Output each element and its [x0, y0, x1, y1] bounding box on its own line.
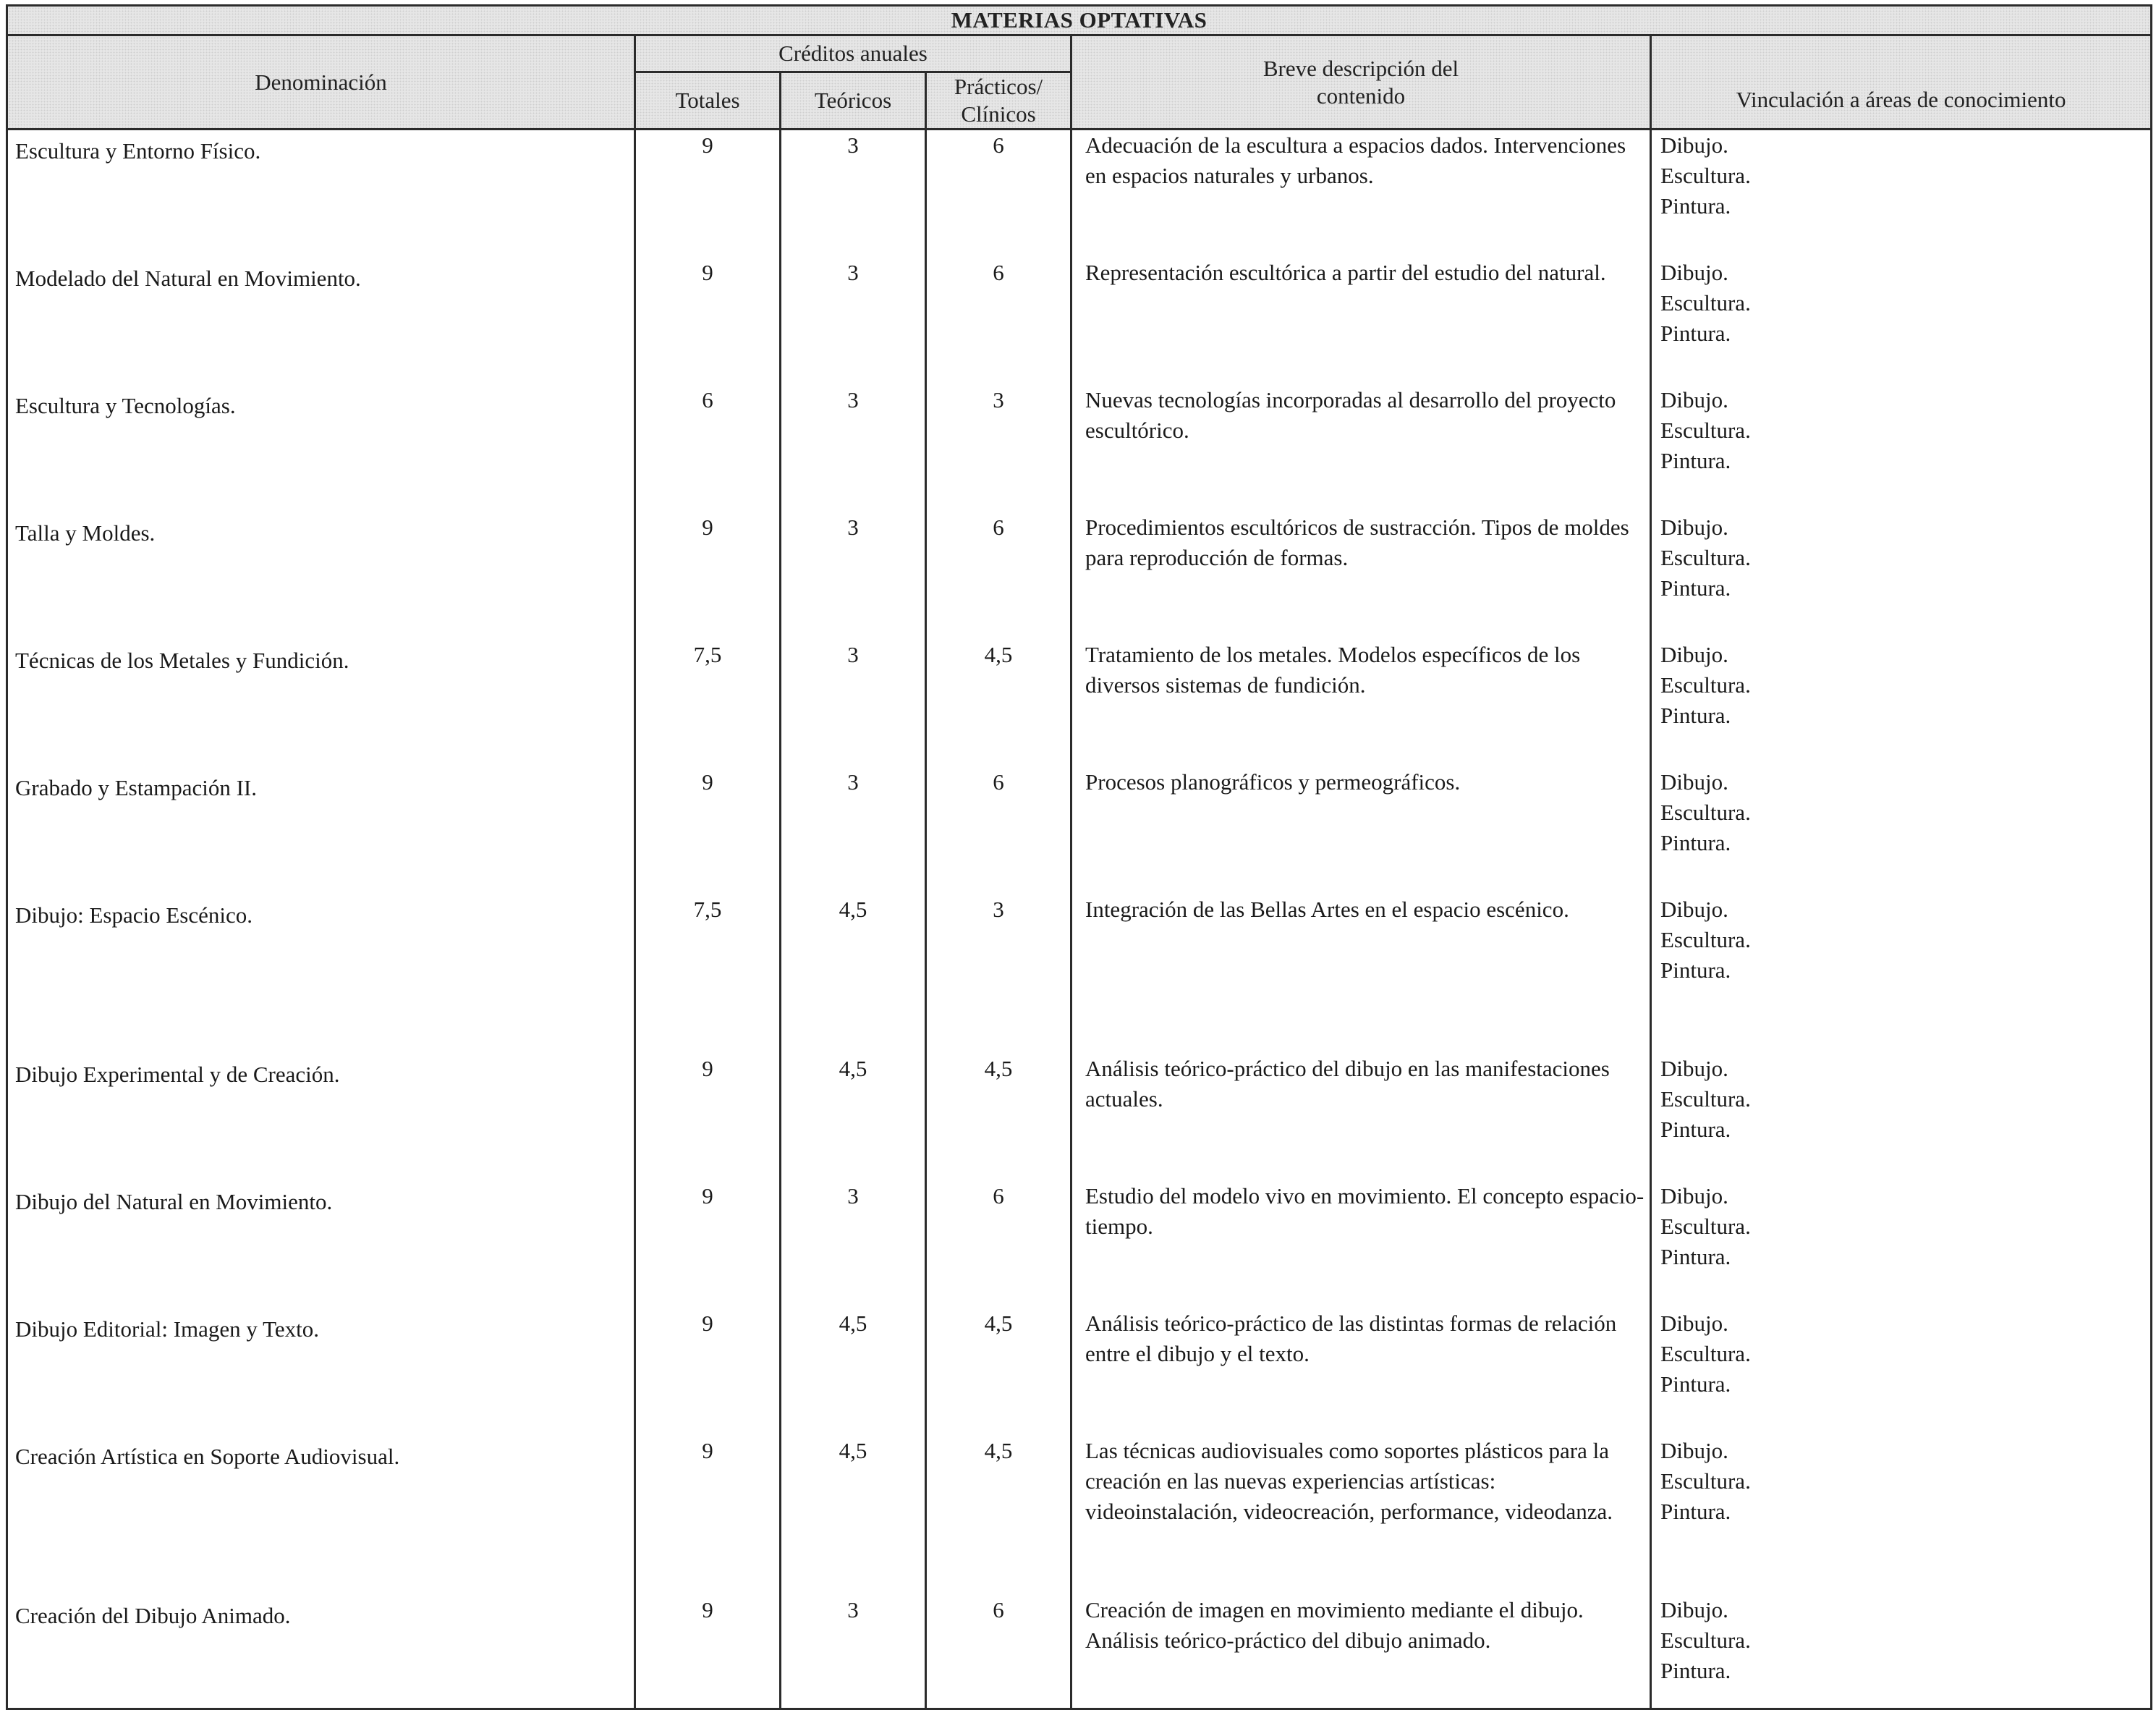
area-item: Escultura.: [1660, 545, 1751, 570]
row-practicos: 4,5: [926, 1054, 1071, 1181]
row-teoricos: 4,5: [781, 894, 926, 1054]
table-row: [7, 512, 2152, 640]
row-areas: [1651, 1054, 2152, 1181]
row-areas: [1651, 130, 2152, 258]
area-item: Escultura.: [1660, 1086, 1751, 1112]
header-teoricos: Teóricos: [781, 72, 926, 130]
area-item: Escultura.: [1660, 1468, 1751, 1494]
row-practicos: 6: [926, 512, 1071, 640]
row-teoricos: 4,5: [781, 1436, 926, 1595]
row-practicos: 4,5: [926, 1308, 1071, 1436]
row-practicos: 3: [926, 894, 1071, 1054]
area-item: Pintura.: [1660, 1244, 1731, 1269]
row-name: Dibujo Editorial: Imagen y Texto.: [7, 1308, 635, 1436]
row-name: Dibujo: Espacio Escénico.: [7, 894, 635, 1054]
area-item: Pintura.: [1660, 1117, 1731, 1142]
area-item: Dibujo.: [1660, 1311, 1728, 1336]
area-item: Dibujo.: [1660, 642, 1728, 667]
area-item: Escultura.: [1660, 1214, 1751, 1239]
row-totales: 9: [635, 512, 781, 640]
area-item: Escultura.: [1660, 290, 1751, 316]
area-item: Pintura.: [1660, 703, 1731, 728]
area-item: Dibujo.: [1660, 769, 1728, 795]
row-descripcion: Procesos planográficos y permeográficos.: [1071, 767, 1651, 894]
row-descripcion: Creación de imagen en movimiento mediante el dibujo. Análisis teórico-práctico del dibujo animado.: [1071, 1595, 1651, 1709]
row-name: Escultura y Tecnologías.: [7, 385, 635, 512]
row-practicos: 3: [926, 385, 1071, 512]
row-name: Creación Artística en Soporte Audiovisual.: [7, 1436, 635, 1595]
row-totales: 7,5: [635, 640, 781, 767]
area-item: Dibujo.: [1660, 387, 1728, 412]
row-teoricos: 3: [781, 1595, 926, 1709]
table-row: [7, 1436, 2152, 1595]
area-item: Escultura.: [1660, 672, 1751, 698]
area-item: Dibujo.: [1660, 1183, 1728, 1209]
header-descripcion-line2: contenido: [1316, 82, 1406, 109]
table-row: [7, 1308, 2152, 1436]
row-areas: [1651, 1181, 2152, 1308]
row-teoricos: 3: [781, 640, 926, 767]
row-practicos: 4,5: [926, 640, 1071, 767]
row-name: Modelado del Natural en Movimiento.: [7, 258, 635, 385]
row-totales: 9: [635, 1308, 781, 1436]
row-areas: [1651, 1436, 2152, 1595]
header-practicos-line2: Clínicos: [961, 101, 1036, 127]
area-item: Dibujo.: [1660, 515, 1728, 540]
area-item: Pintura.: [1660, 830, 1731, 855]
table-title: MATERIAS OPTATIVAS: [7, 6, 2152, 35]
area-item: Pintura.: [1660, 575, 1731, 601]
table-row: [7, 385, 2152, 512]
row-areas: [1651, 894, 2152, 1054]
area-item: Dibujo.: [1660, 1438, 1728, 1463]
area-item: Escultura.: [1660, 927, 1751, 952]
row-areas: [1651, 512, 2152, 640]
row-teoricos: 3: [781, 258, 926, 385]
row-totales: 9: [635, 1436, 781, 1595]
row-totales: 7,5: [635, 894, 781, 1054]
table-row: [7, 1181, 2152, 1308]
row-totales: 9: [635, 258, 781, 385]
area-item: Dibujo.: [1660, 132, 1728, 158]
table-body: [7, 130, 2152, 1709]
table-row: [7, 894, 2152, 1054]
row-descripcion: Nuevas tecnologías incorporadas al desarrollo del proyecto escultórico.: [1071, 385, 1651, 512]
header-creditos-anuales: Créditos anuales: [635, 35, 1071, 72]
area-item: Escultura.: [1660, 800, 1751, 825]
table-row: [7, 258, 2152, 385]
row-name: Escultura y Entorno Físico.: [7, 130, 635, 258]
header-totales: Totales: [635, 72, 781, 130]
row-name: Talla y Moldes.: [7, 512, 635, 640]
row-descripcion: Procedimientos escultóricos de sustracción. Tipos de moldes para reproducción de formas.: [1071, 512, 1651, 640]
header-vinculacion: Vinculación a áreas de conocimiento: [1651, 35, 2152, 130]
header-practicos-line1: Prácticos/: [954, 74, 1043, 99]
area-item: Escultura.: [1660, 418, 1751, 443]
table-row: [7, 1595, 2152, 1709]
row-practicos: 6: [926, 1595, 1071, 1709]
row-descripcion: Análisis teórico-práctico del dibujo en las manifestaciones actuales.: [1071, 1054, 1651, 1181]
row-totales: 9: [635, 1181, 781, 1308]
row-name: Grabado y Estampación II.: [7, 767, 635, 894]
area-item: Pintura.: [1660, 1371, 1731, 1397]
area-item: Dibujo.: [1660, 260, 1728, 285]
row-descripcion: Representación escultórica a partir del estudio del natural.: [1071, 258, 1651, 385]
row-descripcion: Integración de las Bellas Artes en el espacio escénico.: [1071, 894, 1651, 1054]
header-practicos: [926, 72, 1071, 130]
row-totales: 6: [635, 385, 781, 512]
row-totales: 9: [635, 1054, 781, 1181]
area-item: Pintura.: [1660, 1499, 1731, 1524]
row-descripcion: Estudio del modelo vivo en movimiento. El concepto espacio-tiempo.: [1071, 1181, 1651, 1308]
row-practicos: 6: [926, 258, 1071, 385]
area-item: Pintura.: [1660, 448, 1731, 473]
row-areas: [1651, 1595, 2152, 1709]
table-row: [7, 130, 2152, 258]
row-areas: [1651, 1308, 2152, 1436]
row-totales: 9: [635, 767, 781, 894]
materias-optativas-table: [6, 4, 2152, 1710]
row-totales: 9: [635, 1595, 781, 1709]
row-teoricos: 4,5: [781, 1054, 926, 1181]
row-teoricos: 3: [781, 385, 926, 512]
area-item: Pintura.: [1660, 957, 1731, 983]
row-descripcion: Tratamiento de los metales. Modelos específicos de los diversos sistemas de fundición.: [1071, 640, 1651, 767]
table-row: [7, 640, 2152, 767]
row-areas: [1651, 385, 2152, 512]
area-item: Dibujo.: [1660, 897, 1728, 922]
row-name: Dibujo del Natural en Movimiento.: [7, 1181, 635, 1308]
table-row: [7, 1054, 2152, 1181]
row-practicos: 4,5: [926, 1436, 1071, 1595]
row-teoricos: 3: [781, 130, 926, 258]
area-item: Escultura.: [1660, 163, 1751, 188]
row-practicos: 6: [926, 130, 1071, 258]
row-teoricos: 3: [781, 767, 926, 894]
row-areas: [1651, 640, 2152, 767]
area-item: Escultura.: [1660, 1341, 1751, 1366]
table-row: [7, 767, 2152, 894]
row-practicos: 6: [926, 1181, 1071, 1308]
area-item: Pintura.: [1660, 321, 1731, 346]
area-item: Dibujo.: [1660, 1597, 1728, 1622]
row-areas: [1651, 258, 2152, 385]
row-name: Creación del Dibujo Animado.: [7, 1595, 635, 1709]
row-totales: 9: [635, 130, 781, 258]
row-name: Técnicas de los Metales y Fundición.: [7, 640, 635, 767]
row-teoricos: 4,5: [781, 1308, 926, 1436]
row-teoricos: 3: [781, 512, 926, 640]
row-name: Dibujo Experimental y de Creación.: [7, 1054, 635, 1181]
header-descripcion-line1: Breve descripción del: [1262, 55, 1459, 81]
area-item: Dibujo.: [1660, 1056, 1728, 1081]
row-descripcion: Las técnicas audiovisuales como soportes plásticos para la creación en las nuevas experiencias artísticas: videoinstalación, videocreación, performance, videodanza.: [1071, 1436, 1651, 1595]
row-areas: [1651, 767, 2152, 894]
header-descripcion: [1071, 35, 1651, 130]
row-descripcion: Análisis teórico-práctico de las distintas formas de relación entre el dibujo y el texto.: [1071, 1308, 1651, 1436]
area-item: Escultura.: [1660, 1628, 1751, 1653]
row-descripcion: Adecuación de la escultura a espacios dados. Intervenciones en espacios naturales y urbanos.: [1071, 130, 1651, 258]
header-denominacion: Denominación: [7, 35, 635, 130]
row-practicos: 6: [926, 767, 1071, 894]
area-item: Pintura.: [1660, 1658, 1731, 1683]
row-teoricos: 3: [781, 1181, 926, 1308]
table-header: [7, 6, 2152, 130]
area-item: Pintura.: [1660, 193, 1731, 219]
